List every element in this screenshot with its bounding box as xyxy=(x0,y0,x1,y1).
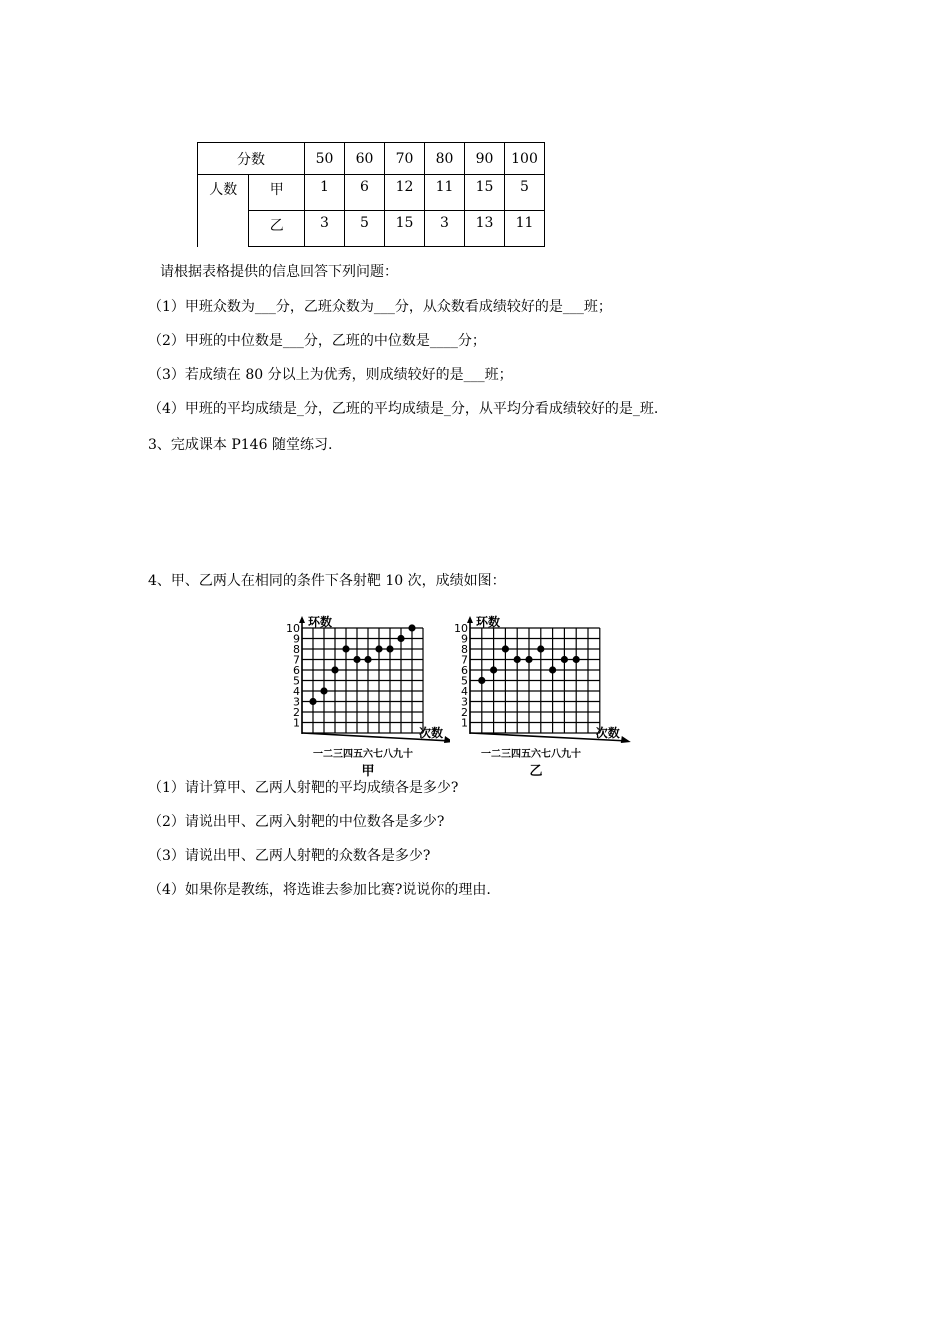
data-point xyxy=(397,635,404,642)
x-tick-label: 三 xyxy=(501,749,511,760)
x-tick-label: 九 xyxy=(393,749,403,760)
x-tick-label: 五 xyxy=(521,749,531,760)
score-header: 60 xyxy=(345,143,385,175)
table-cell: 5 xyxy=(345,211,385,247)
x-tick-label: 二 xyxy=(323,749,333,760)
data-point xyxy=(364,656,371,663)
data-point xyxy=(573,656,580,663)
score-header: 70 xyxy=(385,143,425,175)
x-tick-label: 十 xyxy=(403,749,413,760)
score-header: 80 xyxy=(425,143,465,175)
score-header: 100 xyxy=(505,143,545,175)
table-cell: 6 xyxy=(345,175,385,211)
y-tick-label: 9 xyxy=(461,632,468,646)
x-tick-label: 七 xyxy=(541,749,551,760)
data-point xyxy=(502,645,509,652)
x-tick-label: 一 xyxy=(313,749,323,760)
data-point xyxy=(408,624,415,631)
table-cell: 1 xyxy=(305,175,345,211)
question-line: （4）如果你是教练，将选谁去参加比赛?说说你的理由. xyxy=(148,882,491,898)
table-cell: 12 xyxy=(385,175,425,211)
data-point xyxy=(309,698,316,705)
question-line: （2）请说出甲、乙两入射靶的中位数各是多少? xyxy=(148,814,445,830)
data-point xyxy=(331,666,338,673)
table-cell: 13 xyxy=(465,211,505,247)
x-tick-label: 五 xyxy=(353,749,363,760)
data-point xyxy=(353,656,360,663)
y-axis-label: 环数 xyxy=(308,615,333,629)
y-tick-label: 5 xyxy=(293,674,300,688)
table-row xyxy=(198,175,545,211)
data-point xyxy=(320,687,327,694)
table-row xyxy=(198,211,545,247)
intro-text: 请根据表格提供的信息回答下列问题： xyxy=(160,264,398,280)
y-tick-label: 8 xyxy=(293,643,300,656)
chart-title: 乙 xyxy=(529,764,543,778)
x-tick-label: 七 xyxy=(373,749,383,760)
y-tick-label: 2 xyxy=(461,706,468,719)
table-cell: 15 xyxy=(385,211,425,247)
row-label: 甲 xyxy=(249,175,305,211)
x-tick-label: 二 xyxy=(491,749,501,760)
chart-title: 甲 xyxy=(361,764,375,778)
table-cell: 3 xyxy=(305,211,345,247)
x-tick-label: 四 xyxy=(511,749,521,760)
y-tick-label: 4 xyxy=(293,685,300,698)
chart-yi xyxy=(448,606,638,778)
question-line: （3）若成绩在 80 分以上为优秀，则成绩较好的是___班； xyxy=(148,367,513,383)
score-header: 50 xyxy=(305,143,345,175)
x-tick-label: 一 xyxy=(481,749,491,760)
y-tick-label: 9 xyxy=(293,632,300,646)
question-line: （1）请计算甲、乙两人射靶的平均成绩各是多少? xyxy=(148,780,459,796)
table-cell: 15 xyxy=(465,175,505,211)
x-tick-label: 三 xyxy=(333,749,343,760)
x-axis-label: 次数 xyxy=(419,726,444,740)
y-tick-label: 6 xyxy=(461,664,468,677)
y-tick-label: 3 xyxy=(461,695,468,709)
score-header-label: 分数 xyxy=(198,143,305,175)
y-tick-label: 8 xyxy=(461,643,468,656)
question-line: （2）甲班的中位数是___分，乙班的中位数是____分； xyxy=(148,333,486,349)
table-cell: 11 xyxy=(425,175,465,211)
data-point xyxy=(386,645,393,652)
y-tick-label: 3 xyxy=(293,695,300,709)
data-point xyxy=(478,677,485,684)
y-tick-label: 6 xyxy=(293,664,300,677)
x-tick-label: 六 xyxy=(363,749,373,760)
data-point xyxy=(525,656,532,663)
row-label: 乙 xyxy=(249,211,305,247)
y-tick-label: 5 xyxy=(461,674,468,688)
y-tick-label: 7 xyxy=(461,653,468,667)
x-tick-label: 四 xyxy=(343,749,353,760)
data-point xyxy=(561,656,568,663)
table-cell: 5 xyxy=(505,175,545,211)
item-4-text: 4、甲、乙两人在相同的条件下各射靶 10 次，成绩如图： xyxy=(148,573,506,589)
y-tick-label: 10 xyxy=(454,622,468,635)
x-tick-label: 九 xyxy=(561,749,571,760)
x-tick-label: 八 xyxy=(551,749,561,760)
score-header: 90 xyxy=(465,143,505,175)
chart-jia xyxy=(280,606,450,778)
item-3-text: 3、完成课本 P146 随堂练习. xyxy=(148,437,333,453)
question-line: （4）甲班的平均成绩是_分，乙班的平均成绩是_分，从平均分看成绩较好的是_班. xyxy=(148,401,659,417)
data-point xyxy=(514,656,521,663)
data-point xyxy=(490,666,497,673)
data-point xyxy=(537,645,544,652)
table-cell: 3 xyxy=(425,211,465,247)
y-tick-label: 1 xyxy=(461,716,468,730)
table-header-row xyxy=(198,143,545,175)
x-axis-arrow xyxy=(621,736,631,743)
group-label: 人数 xyxy=(198,175,249,247)
table-cell: 11 xyxy=(505,211,545,247)
x-tick-label: 六 xyxy=(531,749,541,760)
y-axis-label: 环数 xyxy=(476,615,501,629)
x-tick-label: 十 xyxy=(571,749,581,760)
data-point xyxy=(342,645,349,652)
y-tick-label: 10 xyxy=(286,622,300,635)
y-tick-label: 7 xyxy=(293,653,300,667)
question-line: （1）甲班众数为___分，乙班众数为___分，从众数看成绩较好的是___班； xyxy=(148,299,612,315)
data-point xyxy=(375,645,382,652)
y-tick-label: 2 xyxy=(293,706,300,719)
y-tick-label: 1 xyxy=(293,716,300,730)
score-table xyxy=(197,142,545,247)
x-tick-label: 八 xyxy=(383,749,393,760)
data-point xyxy=(549,666,556,673)
x-axis-label: 次数 xyxy=(595,726,620,740)
question-line: （3）请说出甲、乙两人射靶的众数各是多少? xyxy=(148,848,431,864)
y-tick-label: 4 xyxy=(461,685,468,698)
